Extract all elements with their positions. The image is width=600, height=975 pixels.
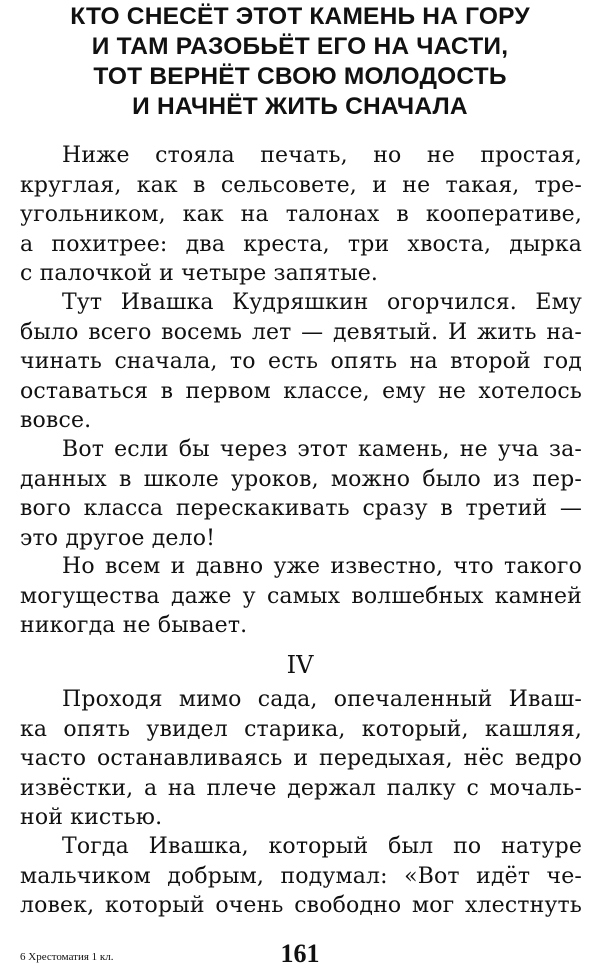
text-line: данных в школе уроков, можно было из пер- xyxy=(20,466,582,492)
text-line: с палочкой и четыре запятые. xyxy=(20,261,379,287)
text-line: было всего восемь лет — девятый. И жить на- xyxy=(20,319,582,345)
text-line: Проходя мимо сада, опечаленный Иваш- xyxy=(62,687,582,712)
inscription-line: И НАЧНЁТ ЖИТЬ СНАЧАЛА xyxy=(132,93,468,120)
stone-inscription xyxy=(40,2,560,122)
text-line: круглая, как в сельсовете, и не такая, тре- xyxy=(20,172,582,198)
text-line: извёстки, а на плече держал палку с мочаль- xyxy=(20,775,582,801)
paragraph-magic-stones xyxy=(20,552,582,641)
text-line: чинать сначала, то есть опять на второй год xyxy=(20,349,582,375)
inscription-line: И ТАМ РАЗОБЬЁТ ЕГО НА ЧАСТИ, xyxy=(91,33,509,60)
text-line: вовсе. xyxy=(20,408,92,434)
paragraph-old-man xyxy=(20,685,582,833)
text-line: оставаться в первом классе, ему не хотелось xyxy=(20,378,582,404)
page-number: 161 xyxy=(280,939,320,968)
text-line: это другое дело! xyxy=(20,525,216,551)
paragraph-ivashka-upset xyxy=(20,288,582,436)
text-line: часто останавливаясь и передыхая, нёс ведро xyxy=(20,746,582,772)
text-line: ка опять увидел старика, который, кашляя, xyxy=(20,716,582,742)
chapter-number: IV xyxy=(286,651,314,679)
text-line: Тут Ивашка Кудряшкин огорчился. Ему xyxy=(62,290,582,315)
text-line: вого класса перескакивать сразу в третий — xyxy=(20,496,582,522)
text-line: могущества даже у самых волшебных камней xyxy=(20,583,582,609)
text-line: ной кистью. xyxy=(20,805,163,831)
paragraph-stamp xyxy=(20,141,582,289)
inscription-line: ТОТ ВЕРНЁТ СВОЮ МОЛОДОСТЬ xyxy=(93,63,507,90)
text-line: ловек, который очень свободно мог хлестнуть xyxy=(20,893,582,919)
text-line: Тогда Ивашка, который был по натуре xyxy=(62,834,582,859)
text-line: а похитрее: два креста, три хвоста, дырка xyxy=(20,231,582,257)
paragraph-skip-grade xyxy=(20,435,582,553)
text-line: угольником, как на талонах в кооперативе, xyxy=(20,202,582,228)
text-line: никогда не бывает. xyxy=(20,613,248,639)
printer-signature: 6 Хрестоматия 1 кл. xyxy=(20,951,114,963)
text-line: мальчиком добрым, подумал: «Вот идёт че- xyxy=(20,863,582,889)
inscription-line: КТО СНЕСЁТ ЭТОТ КАМЕНЬ НА ГОРУ xyxy=(70,3,530,30)
paragraph-kind-boy xyxy=(20,832,582,921)
text-line: Вот если бы через этот камень, не уча за- xyxy=(62,437,582,462)
text-line: Ниже стояла печать, но не простая, xyxy=(62,143,582,168)
text-line: Но всем и давно уже известно, что такого xyxy=(62,554,582,579)
